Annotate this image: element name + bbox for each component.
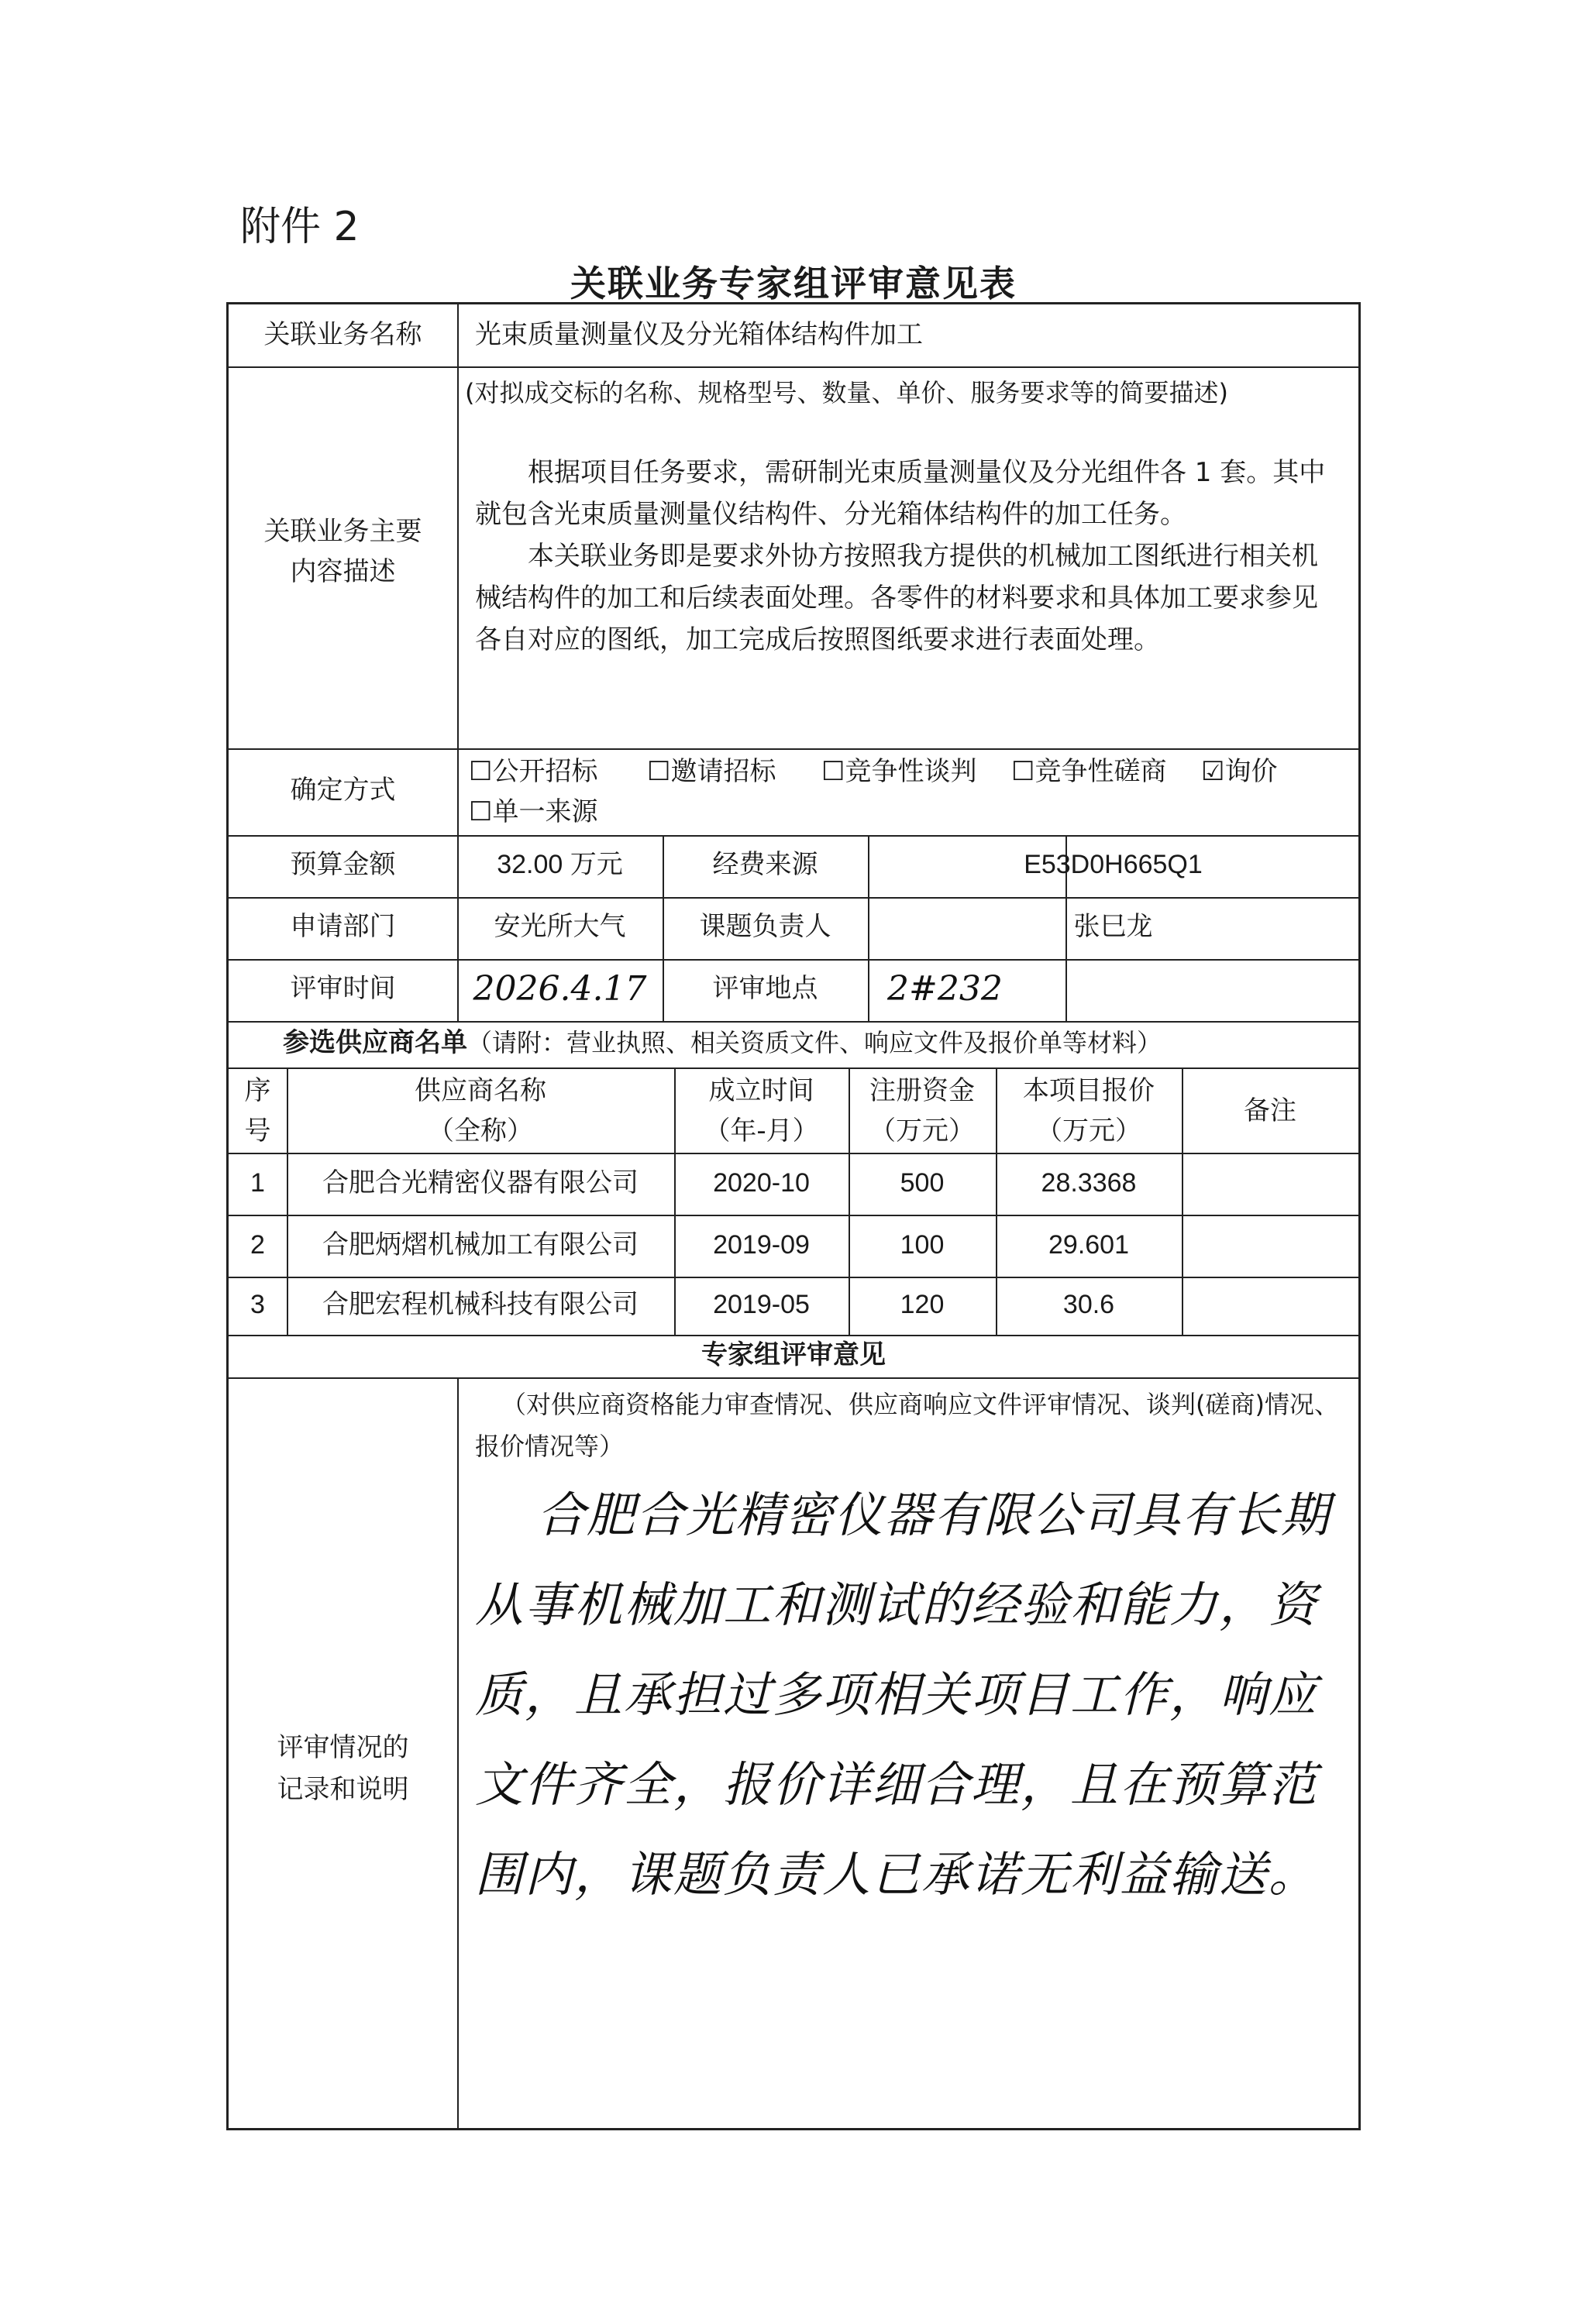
review-form	[226, 302, 1361, 2130]
project-name-value: 光束质量测量仪及分光箱体结构件加工	[475, 319, 923, 350]
row-capital: 100	[900, 1230, 945, 1260]
project-name-label: 关联业务名称	[263, 319, 422, 350]
row-quote: 29.601	[1048, 1230, 1129, 1260]
row-founded: 2019-05	[713, 1290, 810, 1319]
checkbox-icon[interactable]: ☐	[647, 756, 671, 787]
review-time-label: 评审时间	[290, 973, 396, 1004]
col-remark: 备注	[1244, 1095, 1296, 1126]
checkbox-icon[interactable]: ☐	[1011, 756, 1035, 787]
description-para2: 本关联业务即是要求外协方按照我方提供的机械加工图纸进行相关机械结构件的加工和后续表面处理。各零件的材料要求和具体加工要求参见各自对应的图纸，加工完成后按照图纸要求进行表面处理。	[475, 541, 1318, 655]
method-option-public[interactable]: ☐公开招标	[469, 756, 598, 787]
owner-value: 张巳龙	[1073, 911, 1153, 942]
col-name-line1: 供应商名称	[415, 1075, 546, 1106]
opinion-label-line1: 评审情况的	[277, 1732, 409, 1763]
supplier-list-heading: 参选供应商名单（请附：营业执照、相关资质文件、响应文件及报价单等材料）	[283, 1027, 1162, 1058]
col-capital-line2: （万元）	[869, 1116, 975, 1147]
fund-source-label: 经费来源	[712, 849, 818, 880]
row-capital: 120	[900, 1290, 945, 1319]
form-title: 关联业务专家组评审意见表	[570, 263, 1017, 304]
row-capital: 500	[900, 1168, 945, 1198]
checkbox-icon[interactable]: ☐	[821, 756, 845, 787]
row-supplier-name: 合肥宏程机械科技有限公司	[322, 1289, 639, 1320]
row-supplier-name: 合肥合光精密仪器有限公司	[322, 1167, 639, 1198]
col-capital-line1: 注册资金	[869, 1075, 975, 1106]
col-founded-line2: （年-月）	[704, 1116, 819, 1147]
department-value: 安光所大气	[494, 911, 626, 942]
col-quote-line1: 本项目报价	[1023, 1075, 1155, 1106]
description-label-line1: 关联业务主要	[263, 516, 422, 547]
checkbox-icon[interactable]: ☐	[469, 756, 493, 787]
method-option-consultation[interactable]: ☐竞争性磋商	[1011, 756, 1167, 787]
row-supplier-name: 合肥炳熠机械加工有限公司	[322, 1229, 639, 1260]
opinion-heading: 专家组评审意见	[701, 1339, 886, 1370]
review-place-label: 评审地点	[712, 973, 818, 1004]
row-seq: 1	[250, 1168, 265, 1198]
description-para1: 根据项目任务要求，需研制光束质量测量仪及分光组件各 1 套。其中就包含光束质量测量仪结构件、分光箱体结构件的加工任务。	[475, 457, 1326, 530]
budget-value: 32.00 万元	[497, 850, 623, 879]
method-option-single[interactable]: ☐单一来源	[469, 796, 598, 827]
col-quote-line2: （万元）	[1036, 1116, 1141, 1147]
review-time-value: 2026.4.17	[473, 969, 647, 1009]
row-founded: 2019-09	[713, 1230, 810, 1260]
method-option-invite[interactable]: ☐邀请招标	[647, 756, 776, 787]
row-founded: 2020-10	[713, 1168, 810, 1198]
budget-label: 预算金额	[290, 849, 396, 880]
col-seq-line1: 序	[244, 1075, 271, 1106]
owner-label: 课题负责人	[699, 911, 831, 942]
row-quote: 28.3368	[1041, 1168, 1137, 1198]
row-seq: 3	[250, 1290, 265, 1319]
row-seq: 2	[250, 1230, 265, 1260]
description-label-line2: 内容描述	[290, 556, 396, 587]
opinion-label-line2: 记录和说明	[277, 1774, 409, 1805]
method-option-negotiation[interactable]: ☐竞争性谈判	[821, 756, 977, 787]
description-hint: (对拟成交标的名称、规格型号、数量、单价、服务要求等的简要描述)	[465, 378, 1228, 407]
checked-checkbox-icon[interactable]: ☑	[1201, 756, 1225, 787]
opinion-handwritten: 合肥合光精密仪器有限公司具有长期从事机械加工和测试的经验和能力，资质，且承担过多项相关项目工作，响应文件齐全，报价详细合理，且在预算范围内，课题负责人已承诺无利益输送。	[475, 1487, 1331, 1903]
attachment-label: 附件 2	[240, 204, 360, 250]
checkbox-icon[interactable]: ☐	[469, 796, 493, 827]
department-label: 申请部门	[290, 911, 396, 942]
method-label: 确定方式	[290, 775, 396, 806]
method-option-inquiry[interactable]: ☑询价	[1201, 756, 1278, 787]
opinion-hint: （对供应商资格能力审查情况、供应商响应文件评审情况、谈判(磋商)情况、报价情况等）	[475, 1390, 1339, 1461]
row-quote: 30.6	[1062, 1290, 1115, 1319]
col-name-line2: （全称）	[428, 1116, 533, 1147]
review-place-value: 2#232	[887, 969, 1003, 1009]
fund-source-value: E53D0H665Q1	[1024, 850, 1203, 879]
col-seq-line2: 号	[244, 1116, 271, 1147]
col-founded-line1: 成立时间	[708, 1075, 814, 1106]
